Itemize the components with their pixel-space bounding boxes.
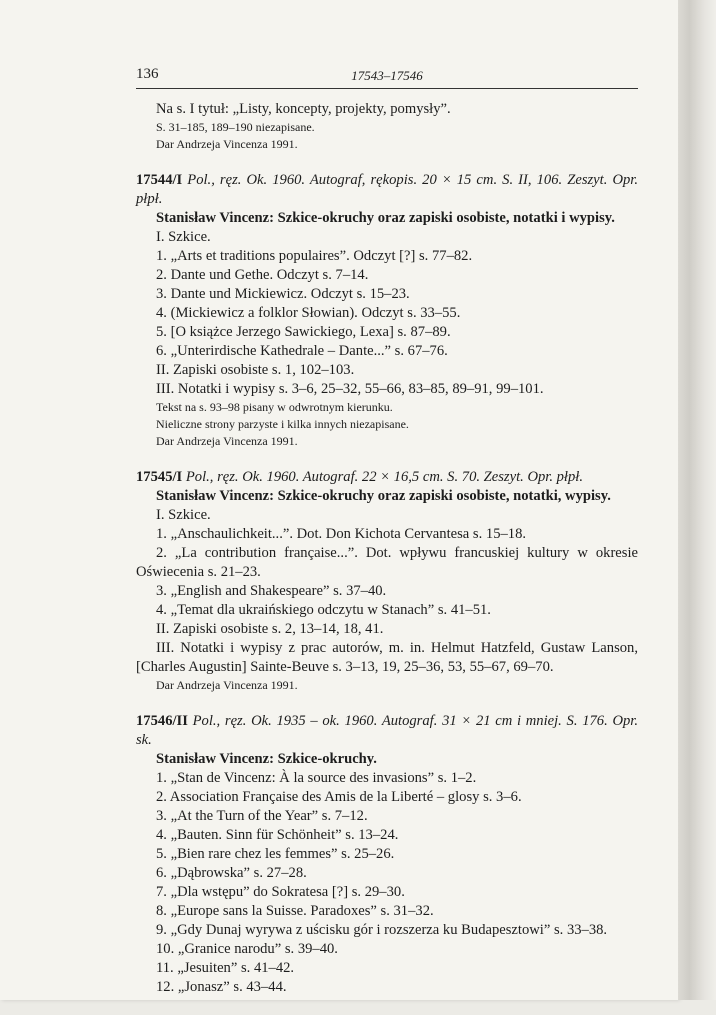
- entry-line: II. Zapiski osobiste s. 1, 102–103.: [156, 362, 355, 378]
- entry-id: 17545/I: [136, 469, 183, 485]
- page-number: 136: [136, 66, 159, 82]
- entry-line: 3. „At the Turn of the Year” s. 7–12.: [156, 808, 368, 824]
- entry-line: 9. „Gdy Dunaj wyrywa z uścisku gór i rozszerza ku Budapesztowi” s. 33–38.: [156, 922, 608, 938]
- entry-note: Nieliczne strony parzyste i kilka innych niezapisane.: [156, 417, 409, 431]
- entry-line: 4. (Mickiewicz a folklor Słowian). Odczyt s. 33–55.: [156, 305, 461, 321]
- entry-note: Tekst na s. 93–98 pisany w odwrotnym kierunku.: [156, 400, 393, 414]
- entry-line: 2. Association Française des Amis de la Liberté – glosy s. 3–6.: [156, 789, 522, 805]
- entry-line: III. Notatki i wypisy z prac autorów, m. in. Helmut Hatzfeld, Gustaw Lanson, [Charles Augustin] Sainte-Beuve s. 3–13, 19, 25–36, 53, 55–67, 69–70.: [136, 640, 638, 675]
- entry-line: 11. „Jesuiten” s. 41–42.: [156, 960, 295, 976]
- entry-heading: [136, 468, 638, 487]
- entry-title: Stanisław Vincenz: Szkice-okruchy oraz zapiski osobiste, notatki, wypisy.: [156, 488, 611, 504]
- entry-note: Dar Andrzeja Vincenza 1991.: [156, 434, 298, 448]
- entry-id: 17544/I: [136, 172, 183, 188]
- entry-line: 2. „La contribution française...”. Dot. wpływu francuskiej kultury w okresie Oświecenia s. 21–23.: [136, 545, 638, 580]
- catalog-entry: [136, 171, 638, 450]
- entry-title: Stanisław Vincenz: Szkice-okruchy oraz zapiski osobiste, notatki i wypisy.: [156, 210, 615, 226]
- page-content: [136, 100, 638, 1015]
- entry-line: 10. „Granice narodu” s. 39–40.: [156, 941, 338, 957]
- entry-line: 7. „Dla wstępu” do Sokratesa [?] s. 29–30.: [156, 884, 405, 900]
- entry-id: 17546/II: [136, 713, 188, 729]
- entry-heading: [136, 712, 638, 750]
- entry-line: 1. „Arts et traditions populaires”. Odczyt [?] s. 77–82.: [156, 248, 473, 264]
- book-edge: [678, 0, 716, 1000]
- entry-line: 5. [O książce Jerzego Sawickiego, Lexa] s. 87–89.: [156, 324, 451, 340]
- entry-description: Pol., ręz. Ok. 1935 – ok. 1960. Autograf. 31 × 21 cm i mniej. S. 176. Opr. sk.: [136, 713, 638, 748]
- entry-note: S. 31–185, 189–190 niezapisane.: [156, 120, 315, 134]
- running-head: 17543–17546: [351, 68, 423, 83]
- entry-line: I. Szkice.: [156, 229, 211, 245]
- entry-title: Stanisław Vincenz: Szkice-okruchy.: [156, 751, 377, 767]
- entry-line: 6. „Unterirdische Kathedrale – Dante...” s. 67–76.: [156, 343, 448, 359]
- entry-continuation: [136, 100, 638, 153]
- page-header: [136, 66, 638, 89]
- entry-line: II. Zapiski osobiste s. 2, 13–14, 18, 41.: [156, 621, 384, 637]
- entry-line: 8. „Europe sans la Suisse. Paradoxes” s. 31–32.: [156, 903, 434, 919]
- entry-line: 3. Dante und Mickiewicz. Odczyt s. 15–23.: [156, 286, 410, 302]
- entry-line: III. Notatki i wypisy s. 3–6, 25–32, 55–66, 83–85, 89–91, 99–101.: [156, 381, 544, 397]
- entry-line: 1. „Anschaulichkeit...”. Dot. Don Kichota Cervantesa s. 15–18.: [156, 526, 527, 542]
- entry-line: 1. „Stan de Vincenz: À la source des invasions” s. 1–2.: [156, 770, 477, 786]
- entry-note: Dar Andrzeja Vincenza 1991.: [156, 678, 298, 692]
- entry-line: Na s. I tytuł: „Listy, koncepty, projekty, pomysły”.: [156, 101, 451, 117]
- entry-heading: [136, 171, 638, 209]
- entry-line: 5. „Bien rare chez les femmes” s. 25–26.: [156, 846, 395, 862]
- catalog-entries: [136, 171, 638, 997]
- entry-line: 4. „Bauten. Sinn für Schönheit” s. 13–24.: [156, 827, 399, 843]
- entry-line: 12. „Jonasz” s. 43–44.: [156, 979, 287, 995]
- catalog-entry: [136, 712, 638, 997]
- entry-line: 6. „Dąbrowska” s. 27–28.: [156, 865, 307, 881]
- catalog-entry: [136, 468, 638, 694]
- entry-description: Pol., ręz. Ok. 1960. Autograf, rękopis. 20 × 15 cm. S. II, 106. Zeszyt. Opr. płpł.: [136, 172, 638, 207]
- entry-line: I. Szkice.: [156, 507, 211, 523]
- entry-line: 2. Dante und Gethe. Odczyt s. 7–14.: [156, 267, 369, 283]
- entry-note: Dar Andrzeja Vincenza 1991.: [156, 137, 298, 151]
- entry-line: 3. „English and Shakespeare” s. 37–40.: [156, 583, 387, 599]
- entry-line: 4. „Temat dla ukraińskiego odczytu w Stanach” s. 41–51.: [156, 602, 491, 618]
- entry-description: Pol., ręz. Ok. 1960. Autograf. 22 × 16,5 cm. S. 70. Zeszyt. Opr. płpł.: [182, 469, 583, 485]
